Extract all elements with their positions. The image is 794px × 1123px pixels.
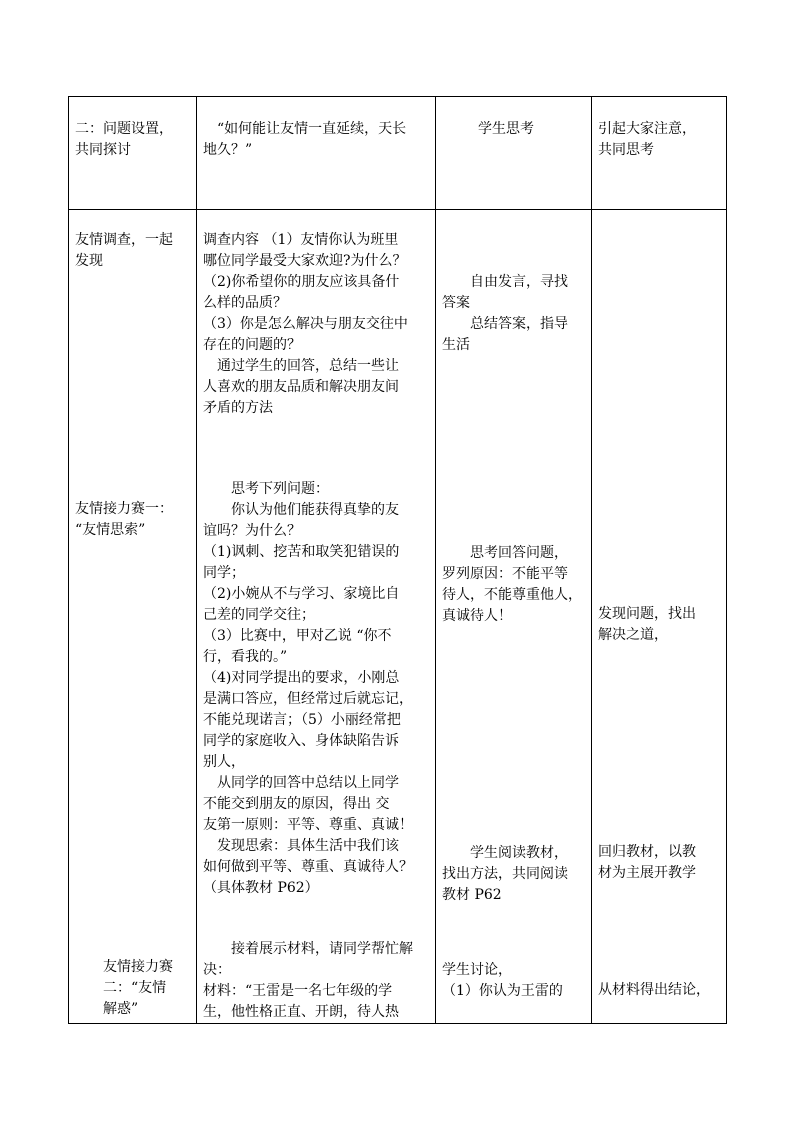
text-line: （1）你认为王雷的: [442, 983, 563, 999]
lesson-plan-table: [68, 96, 727, 1024]
text-line: 生活: [442, 337, 470, 353]
text-line: 解决之道，: [598, 627, 668, 643]
text-line: 学生讨论，: [442, 962, 512, 978]
text-line: “如何能让友情一直延续，天长: [217, 121, 407, 137]
text-line: 接着展示材料，请同学帮忙解: [231, 941, 413, 957]
table-cell: [592, 97, 727, 210]
text-line: 不能兑现诺言；（5）小丽经常把: [203, 712, 401, 728]
text-line: 答案: [442, 295, 470, 311]
text-line: 生，他性格正直、开朗，待人热: [203, 1004, 399, 1020]
text-line: 地久？”: [203, 142, 253, 158]
text-line: 么样的品质？: [203, 295, 287, 311]
text-line: 从材料得出结论，: [598, 982, 710, 998]
text-line: 同学的家庭收入、身体缺陷告诉: [203, 733, 399, 749]
table-cell: [69, 97, 197, 210]
text-line: 二：“友情: [103, 980, 167, 996]
text-line: 发现: [75, 253, 103, 269]
text-line: 二：问题设置，: [75, 121, 173, 137]
table-row: [69, 210, 727, 1024]
table-cell: [436, 210, 592, 1024]
text-line: 调查内容 （1）友情你认为班里: [203, 232, 399, 248]
text-line: 友情接力赛一：: [75, 501, 173, 517]
text-line: 找出方法，共同阅读: [442, 866, 568, 882]
text-line: （2)你希望你的朋友应该具备什: [203, 274, 400, 290]
text-line: 己差的同学交往；: [203, 607, 315, 623]
text-line: 友情接力赛: [103, 959, 173, 975]
text-line: 共同思考: [598, 142, 654, 158]
text-line: （3）比赛中，甲对乙说 “你不: [203, 628, 392, 644]
text-line: 通过学生的回答，总结一些让: [217, 358, 399, 374]
text-line: 决：: [203, 962, 231, 978]
text-line: 友第一原则：平等、尊重、真诚！: [203, 817, 413, 833]
text-line: 发现问题，找出: [598, 606, 696, 622]
text-line: 教材 P62: [442, 887, 502, 903]
text-line: 从同学的回答中总结以上同学: [217, 775, 399, 791]
text-line: 学生思考: [478, 121, 534, 137]
text-line: 解惑”: [103, 1001, 139, 1017]
text-line: 共同探讨: [75, 142, 131, 158]
text-line: 行，看我的。”: [203, 649, 288, 665]
text-line: 不能交到朋友的原因，得出 交: [203, 796, 390, 812]
text-line: 友情调查，一起: [75, 232, 173, 248]
text-line: 哪位同学最受大家欢迎?为什么？: [203, 253, 407, 269]
text-line: （4)对同学提出的要求，小刚总: [203, 670, 400, 686]
table-row: [69, 97, 727, 210]
text-line: 是满口答应，但经常过后就忘记，: [203, 691, 413, 707]
table-cell: [436, 97, 592, 210]
text-line: （3）你是怎么解决与朋友交往中: [203, 316, 408, 332]
text-line: 回归教材，以教: [598, 844, 696, 860]
table-cell: [197, 210, 436, 1024]
table-cell: [592, 210, 727, 1024]
text-line: 人喜欢的朋友品质和解决朋友间: [203, 379, 399, 395]
text-line: 罗列原因：不能平等: [442, 566, 568, 582]
text-line: （2)小婉从不与学习、家境比自: [203, 586, 400, 602]
text-line: 别人，: [203, 754, 245, 770]
text-line: 矛盾的方法: [203, 400, 273, 416]
table-cell: [197, 97, 436, 210]
text-line: 待人，不能尊重他人，: [442, 587, 582, 603]
text-line: 总结答案，指导: [470, 316, 568, 332]
text-line: （具体教材 P62）: [203, 880, 319, 896]
text-line: 材料：“王雷是一名七年级的学: [203, 983, 393, 999]
text-line: 学生阅读教材，: [470, 845, 568, 861]
text-line: 存在的问题的？: [203, 337, 301, 353]
text-line: 发现思索：具体生活中我们该: [217, 838, 399, 854]
text-line: 思考回答问题，: [470, 545, 568, 561]
text-line: 自由发言，寻找: [470, 274, 568, 290]
table-cell: [69, 210, 197, 1024]
text-line: 材为主展开教学: [598, 865, 696, 881]
text-line: （1)讽刺、挖苦和取笑犯错误的: [203, 544, 400, 560]
text-line: 你认为他们能获得真挚的友: [231, 502, 399, 518]
text-line: 如何做到平等、尊重、真诚待人？: [203, 859, 413, 875]
text-line: 同学；: [203, 565, 245, 581]
text-line: 真诚待人！: [442, 608, 512, 624]
text-line: 引起大家注意，: [598, 121, 696, 137]
text-line: 思考下列问题：: [231, 481, 329, 497]
text-line: 谊吗？为什么？: [203, 523, 301, 539]
text-line: “友情思索”: [75, 522, 146, 538]
